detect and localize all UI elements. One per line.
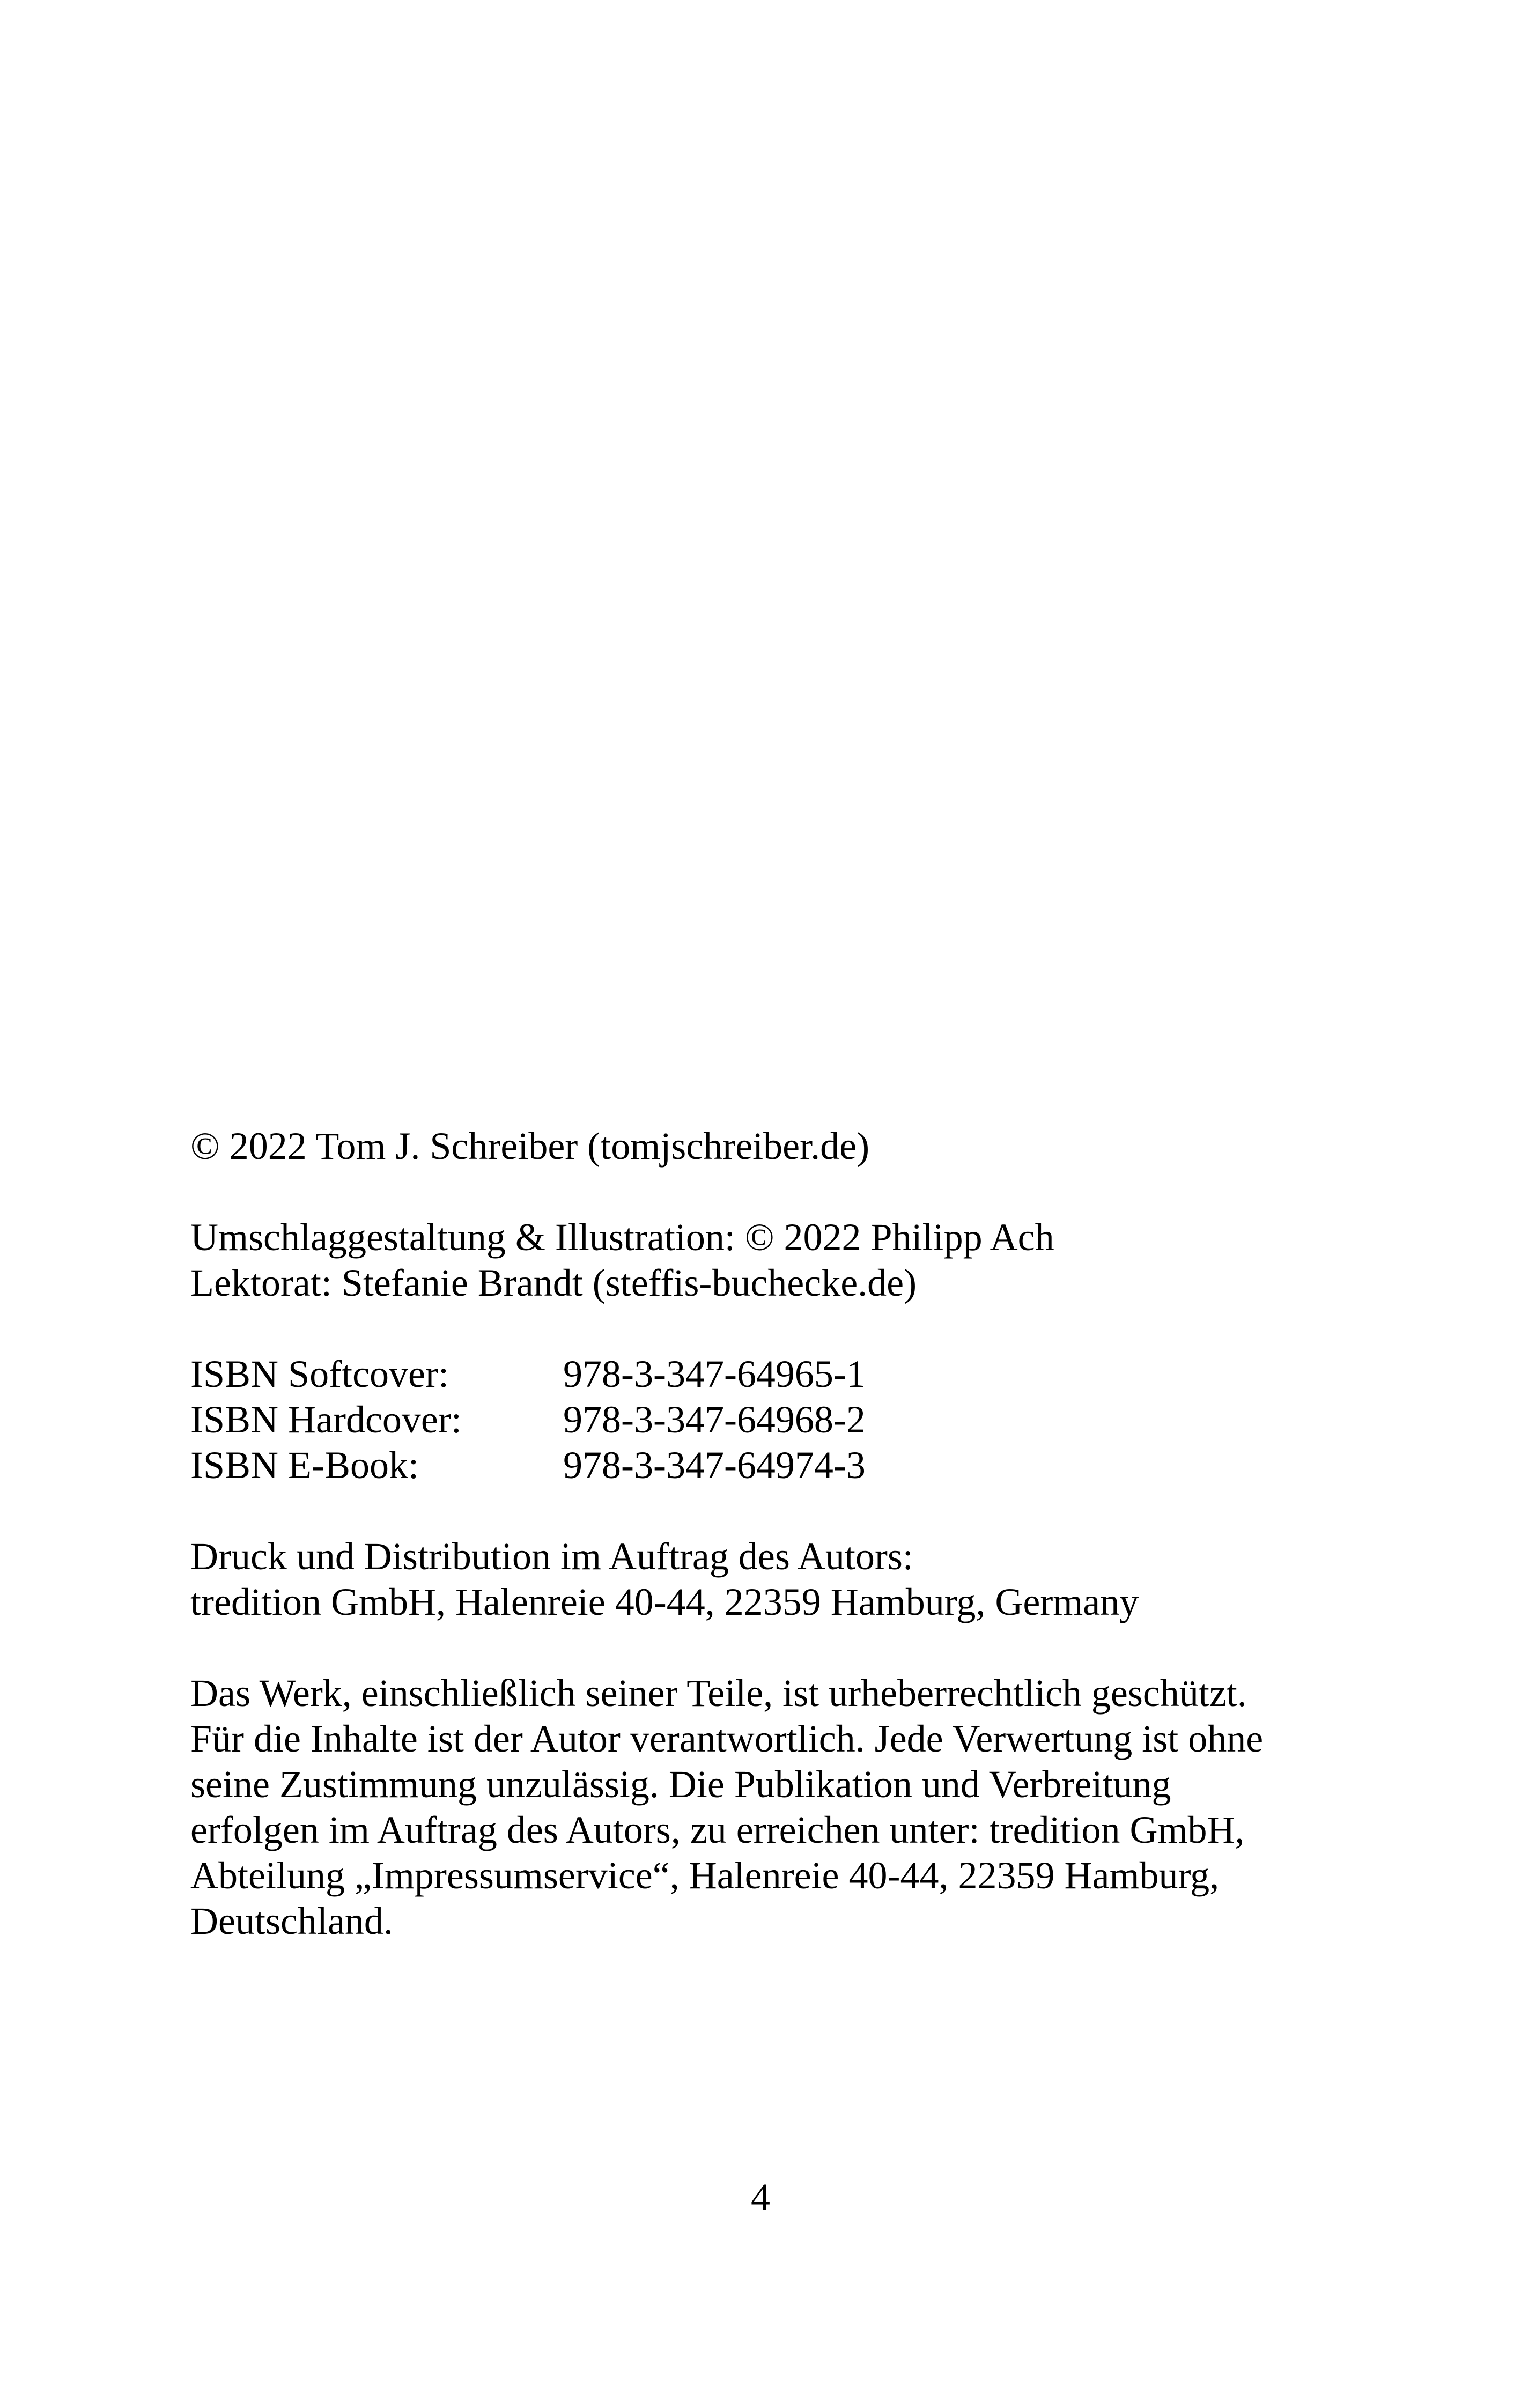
isbn-value: 978-3-347-64968-2 (563, 1398, 866, 1441)
distribution-section (190, 1534, 1370, 1625)
legal-line: Das Werk, einschließlich seiner Teile, ist urheberrechtlich geschützt. (190, 1672, 1247, 1715)
isbn-row (190, 1351, 1370, 1397)
legal-line: Abteilung „Impressumservice“, Halenreie 40-44, 22359 Hamburg, (190, 1854, 1220, 1897)
publisher-address: tredition GmbH, Halenreie 40-44, 22359 Hamburg, Germany (190, 1580, 1139, 1623)
editing-credit: Lektorat: Stefanie Brandt (steffis-buchecke.de) (190, 1261, 917, 1304)
cover-credit: Umschlaggestaltung & Illustration: © 2022 Philipp Ach (190, 1216, 1054, 1259)
isbn-row (190, 1397, 1370, 1443)
legal-line: Deutschland. (190, 1900, 393, 1942)
isbn-label: ISBN Softcover: (190, 1353, 449, 1395)
credits-section (190, 1215, 1370, 1306)
isbn-label: ISBN E-Book: (190, 1444, 419, 1487)
distribution-line: Druck und Distribution im Auftrag des Autors: (190, 1535, 913, 1578)
legal-line: Für die Inhalte ist der Autor verantwortlich. Jede Verwertung ist ohne (190, 1717, 1264, 1760)
legal-notice (190, 1671, 1370, 1944)
isbn-row (190, 1443, 1370, 1488)
isbn-section (190, 1351, 1370, 1488)
imprint-block (190, 1124, 1370, 1944)
isbn-label: ISBN Hardcover: (190, 1398, 462, 1441)
copyright-section (190, 1124, 1370, 1169)
legal-line: erfolgen im Auftrag des Autors, zu erreichen unter: tredition GmbH, (190, 1808, 1245, 1851)
isbn-value: 978-3-347-64965-1 (563, 1353, 866, 1395)
isbn-value: 978-3-347-64974-3 (563, 1444, 866, 1487)
legal-line: seine Zustimmung unzulässig. Die Publikation und Verbreitung (190, 1763, 1171, 1806)
page-number: 4 (751, 2176, 770, 2219)
copyright-line: © 2022 Tom J. Schreiber (tomjschreiber.de) (190, 1125, 870, 1168)
